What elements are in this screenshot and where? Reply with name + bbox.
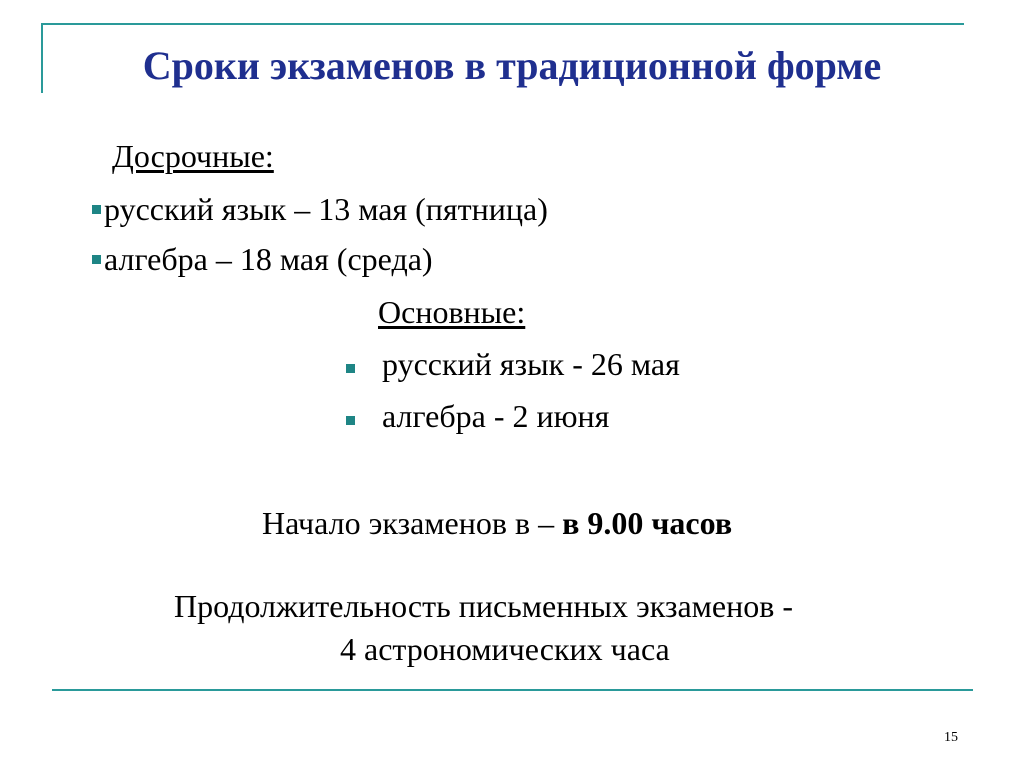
main-heading: Основные: <box>378 294 526 330</box>
square-bullet-icon <box>346 364 355 373</box>
start-time-line <box>262 507 732 539</box>
page-number: 15 <box>944 730 958 745</box>
duration-line-2: 4 астрономических часа <box>340 631 670 667</box>
square-bullet-icon <box>92 255 101 264</box>
slide-title: Сроки экзаменов в традиционной форме <box>142 43 882 88</box>
top-divider-line <box>43 23 964 25</box>
early-heading: Досрочные: <box>112 138 274 174</box>
square-bullet-icon <box>346 416 355 425</box>
main-item-2-text: алгебра - 2 июня <box>382 398 610 434</box>
start-time-prefix: Начало экзаменов в – <box>262 505 563 541</box>
start-time-value: в 9.00 часов <box>562 505 733 541</box>
early-item-2 <box>92 243 433 275</box>
early-item-2-text: алгебра – 18 мая (среда) <box>104 241 433 277</box>
main-item-1-text: русский язык - 26 мая <box>382 346 680 382</box>
bottom-divider-line <box>52 689 973 691</box>
duration-line-1: Продолжительность письменных экзаменов - <box>174 588 793 624</box>
square-bullet-icon <box>92 205 101 214</box>
early-item-1 <box>92 193 548 225</box>
early-item-1-text: русский язык – 13 мая (пятница) <box>104 191 548 227</box>
